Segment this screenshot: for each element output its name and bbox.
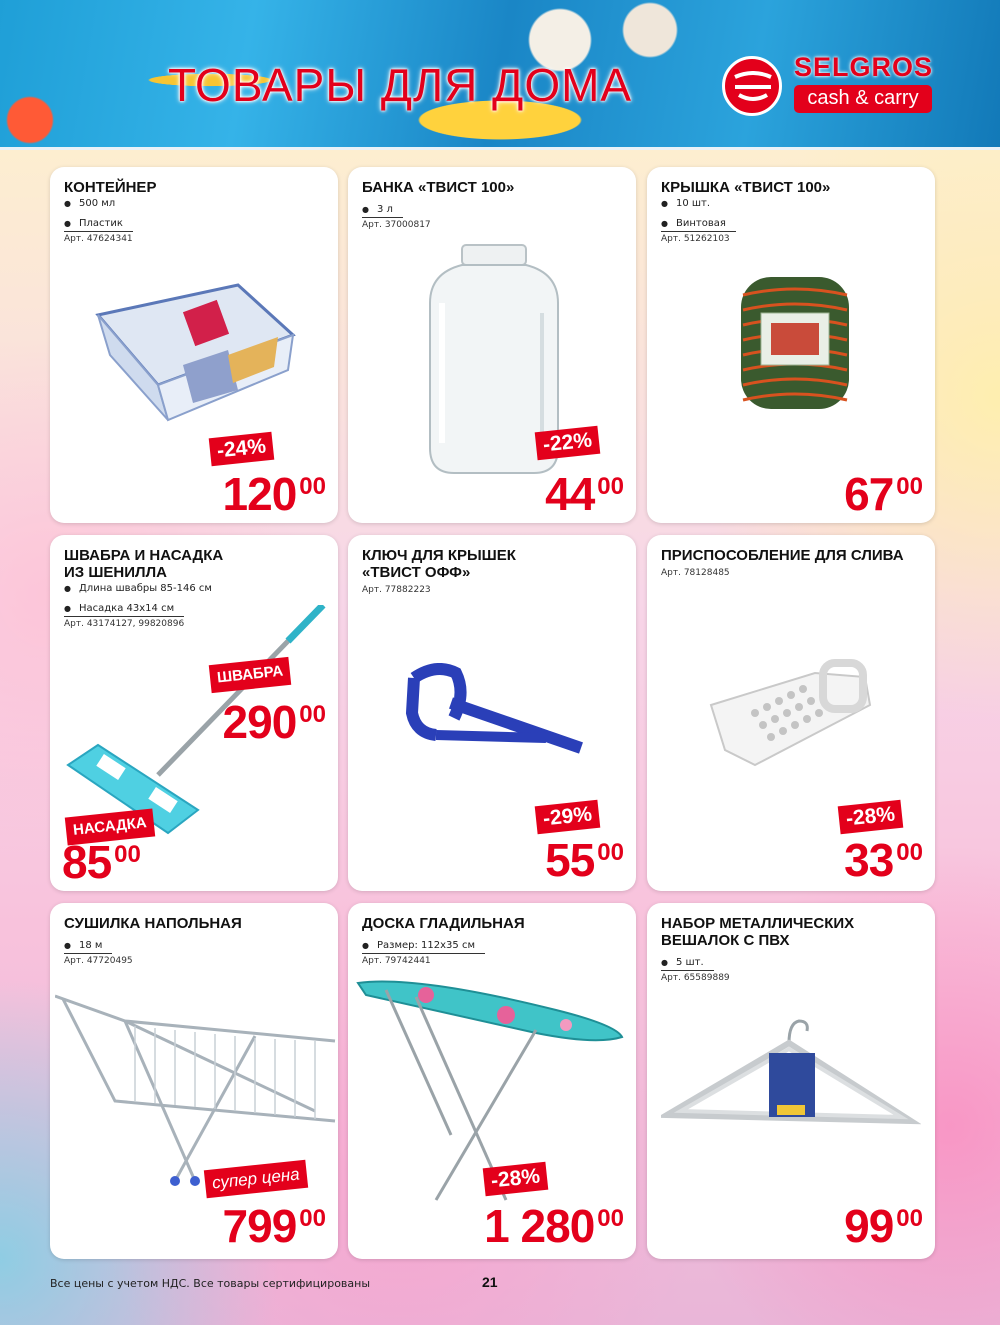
hangers-image <box>661 1013 921 1143</box>
product-specs <box>661 197 921 244</box>
price-decimal: 00 <box>597 839 624 866</box>
article-number: Арт. 37000817 <box>362 220 431 230</box>
product-name <box>362 547 630 581</box>
product-name-line: КЛЮЧ ДЛЯ КРЫШЕК <box>362 547 516 564</box>
price <box>844 1199 923 1253</box>
lid-key-image <box>396 663 586 758</box>
price-integer: 55 <box>545 834 595 886</box>
price <box>223 1199 326 1253</box>
product-name <box>64 547 332 581</box>
price <box>484 1199 624 1253</box>
article-number: Арт. 79742441 <box>362 956 431 966</box>
discount-badge: -22% <box>535 426 601 460</box>
spec-item: ● Размер: 112х35 см <box>362 939 485 954</box>
product-card-strainer[interactable] <box>647 535 935 891</box>
price-integer: 99 <box>844 1200 894 1252</box>
spec-item: ● 10 шт. <box>661 197 921 211</box>
price-decimal: 00 <box>597 1205 624 1232</box>
discount-badge: -29% <box>535 800 601 834</box>
product-card-mop[interactable] <box>50 535 338 891</box>
price-integer: 799 <box>222 1200 297 1252</box>
footer-note: Все цены с учетом НДС. Все товары сертифицированы <box>50 1277 371 1290</box>
discount-badge: -24% <box>209 432 275 466</box>
spec-item: ● Винтовая <box>661 217 736 232</box>
price <box>223 467 326 521</box>
price-decimal: 00 <box>299 473 326 500</box>
product-card-hangers[interactable] <box>647 903 935 1259</box>
product-specs <box>362 583 622 595</box>
price-integer: 44 <box>545 468 595 520</box>
spec-item: ● 500 мл <box>64 197 324 211</box>
price <box>844 467 923 521</box>
product-card-jar[interactable] <box>348 167 636 523</box>
article-number: Арт. 47720495 <box>64 956 133 966</box>
price-decimal: 00 <box>896 473 923 500</box>
spec-item: ● Пластик <box>64 217 133 232</box>
strainer-image <box>705 655 875 775</box>
price-integer: 290 <box>222 696 297 748</box>
price-decimal: 00 <box>299 701 326 728</box>
product-name: ПРИСПОСОБЛЕНИЕ ДЛЯ СЛИВА <box>661 547 904 564</box>
price-mop <box>223 695 326 749</box>
product-name: КРЫШКА «ТВИСТ 100» <box>661 179 831 196</box>
article-number: Арт. 47624341 <box>64 234 133 244</box>
article-number: Арт. 43174127, 99820896 <box>64 619 185 629</box>
product-name-line: «ТВИСТ ОФФ» <box>362 564 471 581</box>
product-name-line: ИЗ ШЕНИЛЛА <box>64 564 167 581</box>
product-specs <box>64 197 324 244</box>
product-specs <box>64 933 324 966</box>
discount-badge: -28% <box>838 800 904 834</box>
price <box>545 833 624 887</box>
spec-item: ● Насадка 43х14 см <box>64 602 184 617</box>
price-integer: 85 <box>62 836 112 888</box>
brand-name: SELGROS <box>794 52 934 82</box>
lids-stack-image <box>735 265 855 420</box>
product-name: СУШИЛКА НАПОЛЬНАЯ <box>64 915 242 932</box>
price <box>844 833 923 887</box>
product-card-ironing-board[interactable] <box>348 903 636 1259</box>
mop-label: ШВАБРА <box>209 657 292 693</box>
product-name-line: НАБОР МЕТАЛЛИЧЕСКИХ <box>661 915 855 932</box>
product-name-line: ВЕШАЛОК С ПВХ <box>661 932 790 949</box>
price-integer: 120 <box>222 468 297 520</box>
brand-subtitle: cash & carry <box>794 85 932 113</box>
product-specs <box>661 566 921 578</box>
product-specs <box>362 933 622 966</box>
container-image <box>88 275 303 425</box>
dryer-image <box>55 981 338 1191</box>
price-integer: 33 <box>844 834 894 886</box>
spec-item: ● 3 л <box>362 203 403 218</box>
product-name: БАНКА «ТВИСТ 100» <box>362 179 515 196</box>
product-specs <box>661 950 921 983</box>
product-name: КОНТЕЙНЕР <box>64 179 157 196</box>
mop-head-label: НАСАДКА <box>65 808 155 845</box>
page-title: ТОВАРЫ ДЛЯ ДОМА <box>168 59 633 111</box>
page-number: 21 <box>482 1274 498 1290</box>
header-banner <box>0 0 1000 150</box>
price-decimal: 00 <box>896 839 923 866</box>
product-name-line: ШВАБРА И НАСАДКА <box>64 547 224 564</box>
product-card-dryer[interactable] <box>50 903 338 1259</box>
product-name: ДОСКА ГЛАДИЛЬНАЯ <box>362 915 525 932</box>
price-decimal: 00 <box>299 1205 326 1232</box>
product-card-lid-key[interactable] <box>348 535 636 891</box>
spec-item: ● Длина швабры 85-146 см <box>64 582 324 596</box>
product-card-container[interactable] <box>50 167 338 523</box>
price-integer: 1 280 <box>484 1200 595 1252</box>
price-mop-head <box>62 835 141 889</box>
super-price-badge: супер цена <box>204 1160 308 1198</box>
article-number: Арт. 51262103 <box>661 234 730 244</box>
product-name <box>661 915 929 949</box>
product-card-lids[interactable] <box>647 167 935 523</box>
price-decimal: 00 <box>896 1205 923 1232</box>
spec-item: ● 5 шт. <box>661 956 714 971</box>
spec-item: ● 18 м <box>64 939 112 954</box>
selgros-logo <box>722 52 934 118</box>
product-specs <box>362 197 622 230</box>
article-number: Арт. 77882223 <box>362 585 431 595</box>
article-number: Арт. 78128485 <box>661 568 730 578</box>
price <box>545 467 624 521</box>
price-integer: 67 <box>844 468 894 520</box>
selgros-logo-icon <box>722 56 782 116</box>
discount-badge: -28% <box>483 1162 549 1196</box>
price-decimal: 00 <box>114 841 141 868</box>
article-number: Арт. 65589889 <box>661 973 730 983</box>
price-decimal: 00 <box>597 473 624 500</box>
